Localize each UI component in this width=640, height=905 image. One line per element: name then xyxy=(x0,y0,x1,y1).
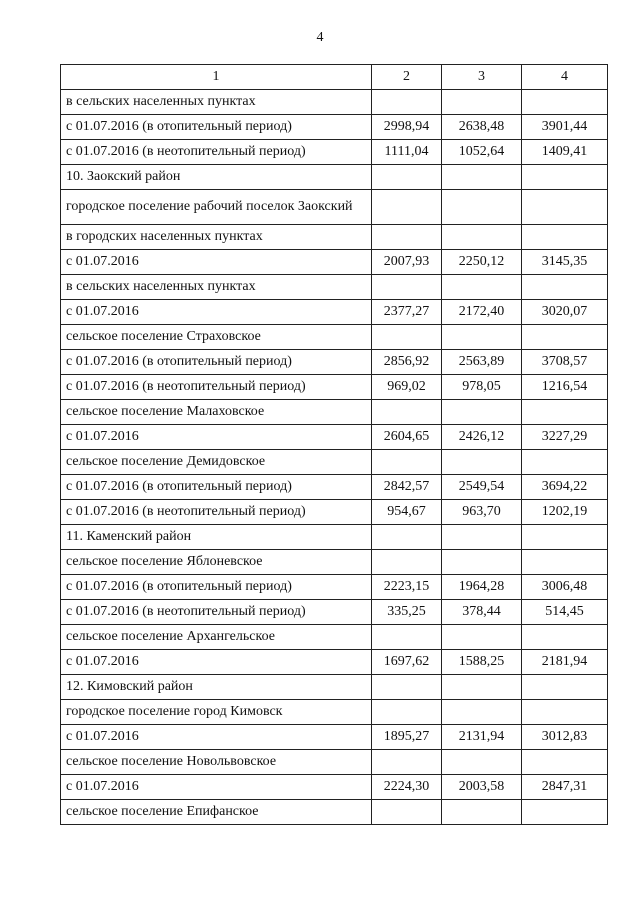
table-row xyxy=(61,750,608,775)
row-label-cell: 11. Каменский район xyxy=(61,525,372,550)
value-cell-col-2 xyxy=(372,800,442,825)
value-cell-col-2: 1697,62 xyxy=(372,650,442,675)
table-row xyxy=(61,300,608,325)
value-cell-col-2 xyxy=(372,90,442,115)
value-cell-col-2: 969,02 xyxy=(372,375,442,400)
row-label-cell: с 01.07.2016 xyxy=(61,250,372,275)
value-cell-col-3: 2426,12 xyxy=(442,425,522,450)
table-body xyxy=(61,90,608,825)
row-label-cell: с 01.07.2016 xyxy=(61,300,372,325)
value-cell-col-2 xyxy=(372,190,442,225)
row-label-cell: городское поселение рабочий поселок Заокский xyxy=(61,190,372,225)
value-cell-col-3: 1964,28 xyxy=(442,575,522,600)
row-label-cell: с 01.07.2016 (в неотопительный период) xyxy=(61,500,372,525)
value-cell-col-2: 2377,27 xyxy=(372,300,442,325)
value-cell-col-3: 378,44 xyxy=(442,600,522,625)
value-cell-col-3 xyxy=(442,700,522,725)
row-label-cell: с 01.07.2016 xyxy=(61,725,372,750)
table-row xyxy=(61,190,608,225)
value-cell-col-3 xyxy=(442,525,522,550)
value-cell-col-4 xyxy=(522,275,608,300)
value-cell-col-4 xyxy=(522,550,608,575)
column-header: 1 xyxy=(61,65,372,90)
value-cell-col-2: 2604,65 xyxy=(372,425,442,450)
row-label-cell: сельское поселение Новольвовское xyxy=(61,750,372,775)
row-label-cell: с 01.07.2016 xyxy=(61,425,372,450)
row-label-cell: с 01.07.2016 xyxy=(61,775,372,800)
header-row xyxy=(61,65,608,90)
value-cell-col-3 xyxy=(442,325,522,350)
value-cell-col-2: 2007,93 xyxy=(372,250,442,275)
table-row xyxy=(61,425,608,450)
value-cell-col-2 xyxy=(372,750,442,775)
row-label-cell: с 01.07.2016 (в неотопительный период) xyxy=(61,375,372,400)
value-cell-col-3 xyxy=(442,550,522,575)
value-cell-col-2: 2998,94 xyxy=(372,115,442,140)
value-cell-col-3 xyxy=(442,450,522,475)
row-label-cell: сельское поселение Малаховское xyxy=(61,400,372,425)
row-label-cell: с 01.07.2016 (в отопительный период) xyxy=(61,115,372,140)
value-cell-col-4 xyxy=(522,700,608,725)
row-label-cell: с 01.07.2016 (в отопительный период) xyxy=(61,575,372,600)
table-row xyxy=(61,450,608,475)
table-row xyxy=(61,650,608,675)
value-cell-col-4 xyxy=(522,400,608,425)
value-cell-col-2: 2842,57 xyxy=(372,475,442,500)
row-label-cell: с 01.07.2016 (в отопительный период) xyxy=(61,350,372,375)
value-cell-col-2: 2856,92 xyxy=(372,350,442,375)
value-cell-col-4: 514,45 xyxy=(522,600,608,625)
table-row xyxy=(61,400,608,425)
value-cell-col-4: 3012,83 xyxy=(522,725,608,750)
value-cell-col-4 xyxy=(522,190,608,225)
value-cell-col-2 xyxy=(372,525,442,550)
row-label-cell: сельское поселение Архангельское xyxy=(61,625,372,650)
value-cell-col-2 xyxy=(372,325,442,350)
table-row xyxy=(61,475,608,500)
table-row xyxy=(61,375,608,400)
tariff-table xyxy=(60,64,608,825)
value-cell-col-3 xyxy=(442,750,522,775)
value-cell-col-3: 2131,94 xyxy=(442,725,522,750)
value-cell-col-2 xyxy=(372,400,442,425)
table-row xyxy=(61,725,608,750)
value-cell-col-2 xyxy=(372,450,442,475)
row-label-cell: с 01.07.2016 xyxy=(61,650,372,675)
value-cell-col-2: 1895,27 xyxy=(372,725,442,750)
value-cell-col-2: 954,67 xyxy=(372,500,442,525)
row-label-cell: сельское поселение Яблоневское xyxy=(61,550,372,575)
value-cell-col-2 xyxy=(372,625,442,650)
value-cell-col-4 xyxy=(522,165,608,190)
value-cell-col-4: 1202,19 xyxy=(522,500,608,525)
table-row xyxy=(61,550,608,575)
value-cell-col-4 xyxy=(522,625,608,650)
table-row xyxy=(61,140,608,165)
row-label-cell: в сельских населенных пунктах xyxy=(61,275,372,300)
value-cell-col-2 xyxy=(372,225,442,250)
column-header: 4 xyxy=(522,65,608,90)
value-cell-col-4 xyxy=(522,800,608,825)
table-row xyxy=(61,700,608,725)
row-label-cell: с 01.07.2016 (в неотопительный период) xyxy=(61,600,372,625)
value-cell-col-3 xyxy=(442,275,522,300)
value-cell-col-2: 2224,30 xyxy=(372,775,442,800)
value-cell-col-4: 1409,41 xyxy=(522,140,608,165)
value-cell-col-2: 2223,15 xyxy=(372,575,442,600)
value-cell-col-3: 2250,12 xyxy=(442,250,522,275)
value-cell-col-4: 3708,57 xyxy=(522,350,608,375)
table-row xyxy=(61,575,608,600)
table-row xyxy=(61,600,608,625)
value-cell-col-3 xyxy=(442,165,522,190)
value-cell-col-4: 3006,48 xyxy=(522,575,608,600)
value-cell-col-2 xyxy=(372,165,442,190)
value-cell-col-2 xyxy=(372,275,442,300)
value-cell-col-2: 1111,04 xyxy=(372,140,442,165)
value-cell-col-4: 2181,94 xyxy=(522,650,608,675)
value-cell-col-3: 1588,25 xyxy=(442,650,522,675)
value-cell-col-4: 1216,54 xyxy=(522,375,608,400)
value-cell-col-3 xyxy=(442,225,522,250)
value-cell-col-4 xyxy=(522,90,608,115)
value-cell-col-3 xyxy=(442,190,522,225)
value-cell-col-3: 2549,54 xyxy=(442,475,522,500)
value-cell-col-3 xyxy=(442,400,522,425)
table-row xyxy=(61,525,608,550)
value-cell-col-3: 2638,48 xyxy=(442,115,522,140)
value-cell-col-4 xyxy=(522,450,608,475)
page-number: 4 xyxy=(316,30,324,45)
value-cell-col-3: 2172,40 xyxy=(442,300,522,325)
row-label-cell: городское поселение город Кимовск xyxy=(61,700,372,725)
value-cell-col-3 xyxy=(442,625,522,650)
row-label-cell: с 01.07.2016 (в неотопительный период) xyxy=(61,140,372,165)
value-cell-col-4: 3901,44 xyxy=(522,115,608,140)
row-label-cell: 12. Кимовский район xyxy=(61,675,372,700)
table-row xyxy=(61,325,608,350)
table-row xyxy=(61,225,608,250)
value-cell-col-2: 335,25 xyxy=(372,600,442,625)
table-row xyxy=(61,775,608,800)
value-cell-col-4 xyxy=(522,325,608,350)
table-row xyxy=(61,90,608,115)
value-cell-col-3 xyxy=(442,800,522,825)
table-header xyxy=(61,65,608,90)
value-cell-col-3: 2563,89 xyxy=(442,350,522,375)
value-cell-col-4: 3694,22 xyxy=(522,475,608,500)
value-cell-col-4 xyxy=(522,225,608,250)
value-cell-col-3: 1052,64 xyxy=(442,140,522,165)
value-cell-col-3: 978,05 xyxy=(442,375,522,400)
row-label-cell: сельское поселение Епифанское xyxy=(61,800,372,825)
table-row xyxy=(61,800,608,825)
value-cell-col-4 xyxy=(522,675,608,700)
value-cell-col-3: 2003,58 xyxy=(442,775,522,800)
table-row xyxy=(61,275,608,300)
value-cell-col-4 xyxy=(522,525,608,550)
value-cell-col-4: 3145,35 xyxy=(522,250,608,275)
row-label-cell: сельское поселение Страховское xyxy=(61,325,372,350)
table-row xyxy=(61,165,608,190)
table-row xyxy=(61,675,608,700)
value-cell-col-3: 963,70 xyxy=(442,500,522,525)
value-cell-col-4: 3020,07 xyxy=(522,300,608,325)
value-cell-col-2 xyxy=(372,550,442,575)
value-cell-col-3 xyxy=(442,675,522,700)
row-label-cell: в городских населенных пунктах xyxy=(61,225,372,250)
row-label-cell: сельское поселение Демидовское xyxy=(61,450,372,475)
column-header: 3 xyxy=(442,65,522,90)
column-header: 2 xyxy=(372,65,442,90)
table-row xyxy=(61,115,608,140)
value-cell-col-4: 2847,31 xyxy=(522,775,608,800)
row-label-cell: с 01.07.2016 (в отопительный период) xyxy=(61,475,372,500)
table-row xyxy=(61,250,608,275)
table-row xyxy=(61,625,608,650)
table-row xyxy=(61,500,608,525)
value-cell-col-2 xyxy=(372,700,442,725)
value-cell-col-3 xyxy=(442,90,522,115)
row-label-cell: в сельских населенных пунктах xyxy=(61,90,372,115)
value-cell-col-4: 3227,29 xyxy=(522,425,608,450)
row-label-cell: 10. Заокский район xyxy=(61,165,372,190)
value-cell-col-2 xyxy=(372,675,442,700)
table-row xyxy=(61,350,608,375)
value-cell-col-4 xyxy=(522,750,608,775)
